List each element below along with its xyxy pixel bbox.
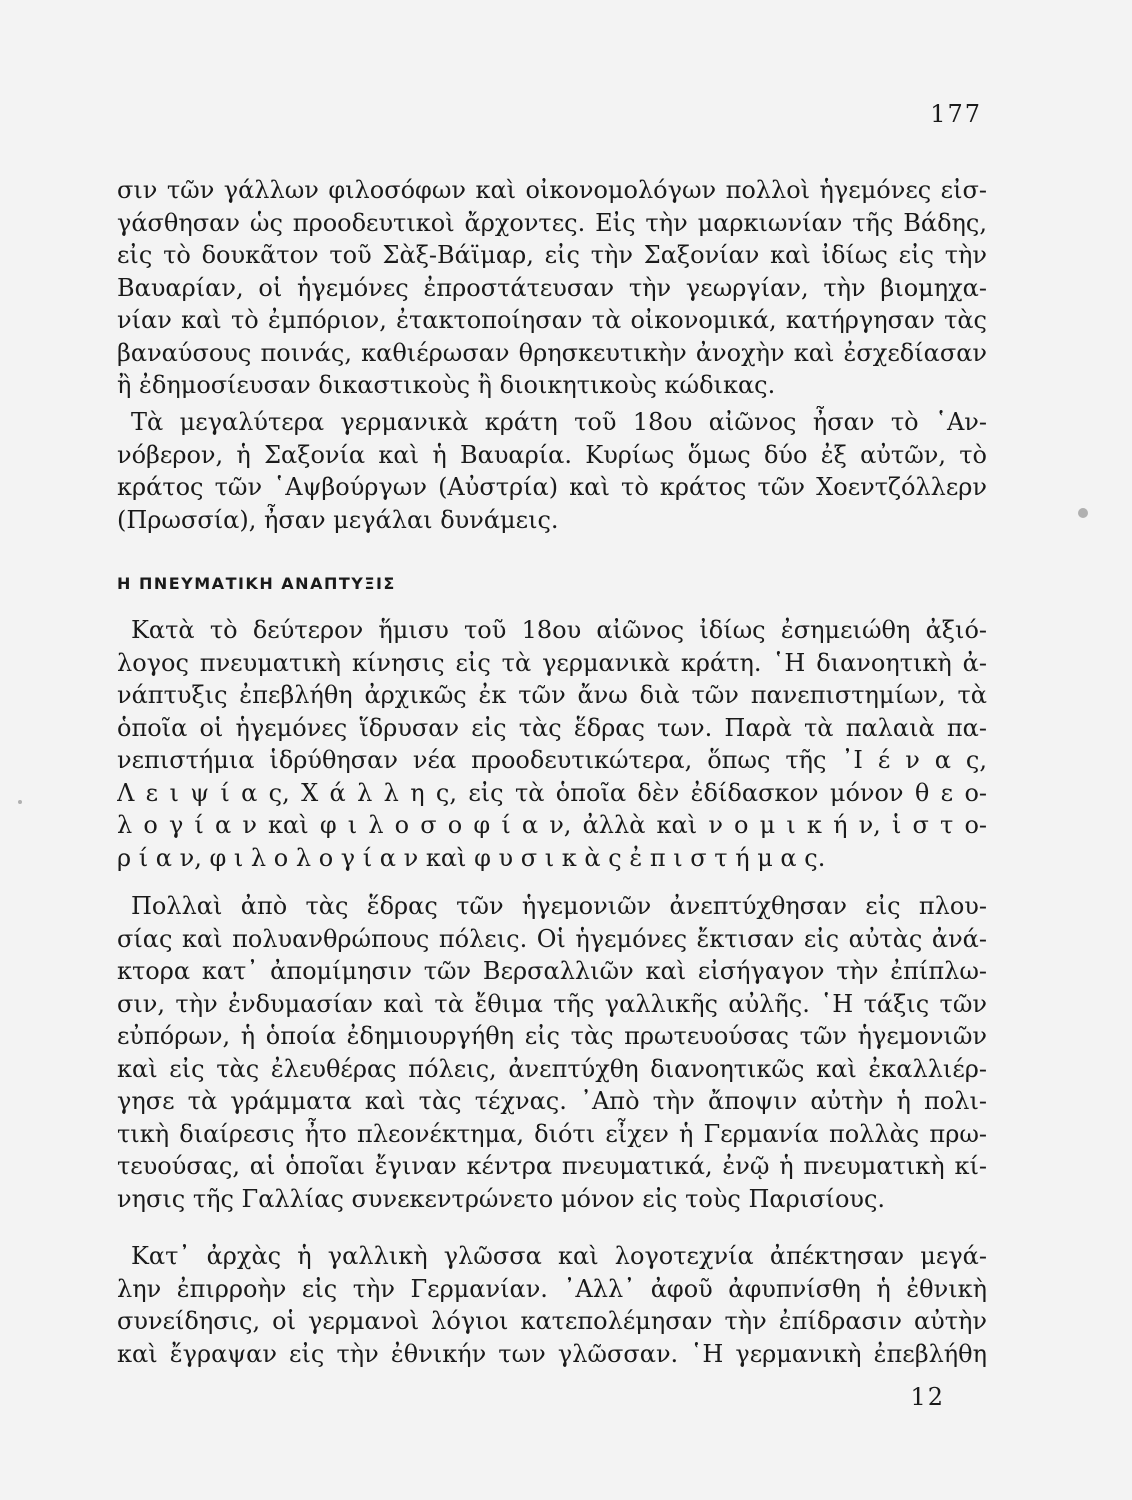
- text-line: σίας καὶ πολυανθρώπους πόλεις. Οἱ ἡγεμόνες ἔκτισαν εἰς αὐτὰς ἀνά-: [117, 924, 987, 953]
- ink-speck: [1078, 508, 1088, 518]
- text-line: συνείδησις, οἱ γερμανοὶ λόγιοι κατεπολέμησαν τὴν ἐπίδρασιν αὐτὴν: [117, 1307, 987, 1335]
- text-line: λην ἐπιρροὴν εἰς τὴν Γερμανίαν. ᾿Αλλ᾿ ἀφοῦ ἀφυπνίσθη ἡ ἐθνικὴ: [117, 1274, 987, 1303]
- text-line: νίαν καὶ τὸ ἐμπόριον, ἐτακτοποίησαν τὰ οἰκονομικά, κατήργησαν τὰς: [117, 306, 987, 334]
- text-line: καὶ εἰς τὰς ἐλευθέρας πόλεις, ἀνεπτύχθη διανοητικῶς καὶ ἐκαλλιέρ-: [117, 1054, 987, 1083]
- paragraph-4: [117, 890, 987, 1215]
- text-line: Βαυαρίαν, οἱ ἡγεμόνες ἐπροστάτευσαν τὴν γεωργίαν, τὴν βιομηχα-: [117, 273, 987, 302]
- paragraph-2: [117, 406, 987, 536]
- text-line: νησις τῆς Γαλλίας συνεκεντρώνετο μόνον εἰς τοὺς Παρισίους.: [117, 1184, 886, 1213]
- text-line: εἰς τὸ δουκᾶτον τοῦ Σὰξ-Βάϊμαρ, εἰς τὴν Σαξονίαν καὶ ἰδίως εἰς τὴν: [117, 241, 987, 269]
- text-line: γησε τὰ γράμματα καὶ τὰς τέχνας. ᾿Απὸ τὴν ἄποψιν αὐτὴν ἡ πολι-: [117, 1087, 987, 1115]
- text-line: ὁποῖα οἱ ἡγεμόνες ἵδρυσαν εἰς τὰς ἕδρας των. Παρὰ τὰ παλαιὰ πα-: [117, 713, 987, 742]
- text-line: βαναύσους ποινάς, καθιέρωσαν θρησκευτικὴν ἀνοχὴν καὶ ἐσχεδίασαν: [117, 338, 987, 367]
- text-line: σιν, τὴν ἐνδυμασίαν καὶ τὰ ἔθιμα τῆς γαλλικῆς αὐλῆς. ῾Η τάξις τῶν: [117, 989, 987, 1018]
- text-line: καὶ ἔγραψαν εἰς τὴν ἐθνικήν των γλῶσσαν. ῾Η γερμανικὴ ἐπεβλήθη: [117, 1339, 987, 1368]
- text-line: γάσθησαν ὡς προοδευτικοὶ ἄρχοντες. Εἰς τὴν μαρκιωνίαν τῆς Βάδης,: [117, 208, 987, 237]
- text-line: εὐπόρων, ἡ ὁποία ἐδημιουργήθη εἰς τὰς πρωτευούσας τῶν ἡγεμονιῶν: [117, 1022, 987, 1050]
- text-line: Κατ᾿ ἀρχὰς ἡ γαλλικὴ γλῶσσα καὶ λογοτεχνία ἀπέκτησαν μεγά-: [131, 1242, 987, 1270]
- text-line: Κατὰ τὸ δεύτερον ἥμισυ τοῦ 18ου αἰῶνος ἰδίως ἐσημειώθη ἀξιό-: [131, 616, 987, 644]
- page-number: 177: [930, 100, 982, 128]
- text-line: Λ ε ι ψ ί α ς, Χ ά λ λ η ς, εἰς τὰ ὁποῖα δὲν ἐδίδασκον μόνον θ ε ο-: [117, 778, 987, 807]
- text-line: νεπιστήμια ἱδρύθησαν νέα προοδευτικώτερα, ὅπως τῆς ᾿Ι έ ν α ς,: [117, 746, 987, 774]
- text-line: σιν τῶν γάλλων φιλοσόφων καὶ οἰκονομολόγων πολλοὶ ἡγεμόνες εἰσ-: [117, 176, 987, 204]
- text-line: κράτος τῶν ῾Αψβούργων (Αὐστρία) καὶ τὸ κράτος τῶν Χοεντζόλλερν: [117, 473, 987, 501]
- paragraph-3: [117, 614, 987, 874]
- text-line: (Πρωσσία), ἦσαν μεγάλαι δυνάμεις.: [117, 505, 559, 534]
- text-line: νάπτυξις ἐπεβλήθη ἀρχικῶς ἐκ τῶν ἄνω διὰ τῶν πανεπιστημίων, τὰ: [117, 681, 987, 709]
- text-line: τευούσας, αἱ ὁποῖαι ἔγιναν κέντρα πνευματικά, ἐνῷ ἡ πνευματικὴ κί-: [117, 1152, 987, 1180]
- section-heading: Η ΠΝΕΥΜΑΤΙΚΗ ΑΝΑΠΤΥΞΙΣ: [117, 574, 396, 593]
- text-line: κτορα κατ᾿ ἀπομίμησιν τῶν Βερσαλλιῶν καὶ εἰσήγαγον τὴν ἐπίπλω-: [117, 957, 987, 985]
- text-line: νόβερον, ἡ Σαξονία καὶ ἡ Βαυαρία. Κυρίως ὅμως δύο ἐξ αὐτῶν, τὸ: [117, 440, 987, 469]
- text-line: τικὴ διαίρεσις ἦτο πλεονέκτημα, διότι εἶχεν ἡ Γερμανία πολλὰς πρω-: [117, 1119, 987, 1148]
- text-line: ἢ ἐδημοσίευσαν δικαστικοὺς ἢ διοικητικοὺς κώδικας.: [117, 371, 776, 399]
- text-line: λογος πνευματικὴ κίνησις εἰς τὰ γερμανικὰ κράτη. ῾Η διανοητικὴ ἀ-: [117, 648, 987, 677]
- text-line: λ ο γ ί α ν καὶ φ ι λ ο σ ο φ ί α ν, ἀλλὰ καὶ ν ο μ ι κ ή ν, ἱ σ τ ο-: [117, 811, 987, 839]
- paragraph-5: [117, 1240, 987, 1370]
- signature-number: 12: [910, 1383, 945, 1411]
- text-line: Τὰ μεγαλύτερα γερμανικὰ κράτη τοῦ 18ου αἰῶνος ἦσαν τὸ ῾Αν-: [131, 408, 987, 436]
- text-line: ρ ί α ν, φ ι λ ο λ ο γ ί α ν καὶ φ υ σ ι κ ὰ ς ἐ π ι σ τ ή μ α ς.: [117, 843, 826, 872]
- text-line: Πολλαὶ ἀπὸ τὰς ἕδρας τῶν ἡγεμονιῶν ἀνεπτύχθησαν εἰς πλου-: [131, 892, 987, 920]
- paragraph-1: [117, 174, 987, 402]
- ink-speck: [18, 800, 22, 804]
